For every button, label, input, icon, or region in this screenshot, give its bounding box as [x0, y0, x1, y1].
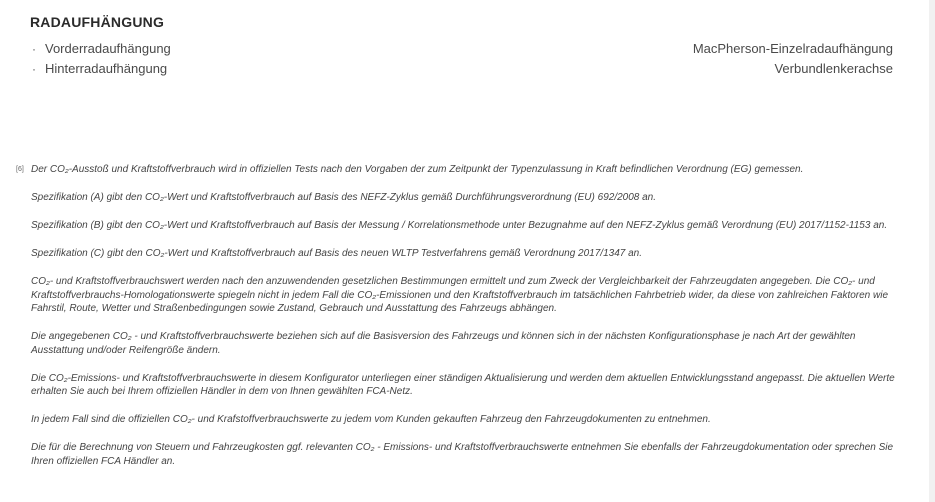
footnote-paragraph: Spezifikation (A) gibt den CO₂-Wert und Kraftstoffverbrauch auf Basis des NEFZ-Zyklus gemäß Durchführungsverordnung (EU) 692/2008 an.	[31, 192, 657, 203]
footnote-paragraph: Die angegebenen CO₂ - und Kraftstoffverbrauchswerte beziehen sich auf die Basisversion des Fahrzeugs und können sich in der nächsten Konfigurationsphase je nach Art der gewählten Ausstattung und/oder Reifengröße ändern.	[31, 331, 856, 356]
footnote-paragraph: Spezifikation (B) gibt den CO₂-Wert und Kraftstoffverbrauch auf Basis der Messung / Korrelationsmethode unter Bezugnahme auf den NEFZ-Zyklus gemäß Verordnung (EU) 2017/1152-1153 an.	[31, 220, 888, 231]
bullet-icon: ·	[32, 62, 36, 76]
footnote-paragraph: In jedem Fall sind die offiziellen CO₂- und Krafstoffverbrauchswerte zu jedem vom Kunden gekauften Fahrzeug den Fahrzeugdokumenten zu entnehmen.	[31, 414, 711, 425]
spec-label: Vorderradaufhängung	[45, 41, 171, 56]
footnote	[16, 163, 896, 483]
suspension-section	[30, 13, 893, 79]
spec-row-front-suspension	[30, 39, 893, 59]
section-title: RADAUFHÄNGUNG	[30, 14, 165, 30]
footnote-paragraph: Die CO₂-Emissions- und Kraftstoffverbrauchswerte in diesem Konfigurator unterliegen einer ständigen Aktualisierung und werden dem aktuellen Entwicklungsstand angepasst. Die aktuellen Werte erhalten Sie auch bei Ihrem offiziellen Händler in dem von Ihnen gewählten FCA-Netz.	[31, 372, 895, 397]
bullet-icon: ·	[32, 42, 36, 56]
spec-row-rear-suspension	[30, 59, 893, 79]
footnote-paragraph: Die für die Berechnung von Steuern und Fahrzeugkosten ggf. relevanten CO₂ - Emissions- und Kraftstoffverbrauchswerte entnehmen Sie ebenfalls der Fahrzeugdokumentation oder sprechen Sie Ihren offiziellen FCA Händler an.	[31, 442, 894, 467]
spec-value: Verbundlenkerachse	[774, 61, 893, 76]
footnote-paragraph: Der CO₂-Ausstoß und Kraftstoffverbrauch wird in offiziellen Tests nach den Vorgaben der zum Zeitpunkt der Typenzulassung in Kraft befindlichen Verordnung (EG) gemessen.	[31, 164, 804, 175]
spec-list	[30, 39, 893, 79]
footnote-paragraph: Spezifikation (C) gibt den CO₂-Wert und Kraftstoffverbrauch auf Basis des neuen WLTP Testverfahrens gemäß Verordnung 2017/1347 an.	[31, 248, 642, 259]
spec-label: Hinterradaufhängung	[45, 61, 168, 76]
footnote-marker: [6]	[16, 166, 24, 173]
footnote-paragraph: CO₂- und Kraftstoffverbrauchswert werden nach den anzuwendenden gesetzlichen Bestimmungen ermittelt und zum Zweck der Vergleichbarkeit der Fahrzeugdaten angegeben. Die CO₂- und Kraftstoffverbrauchs-Homologationswerte spiegeln nicht in jedem Fall die CO₂-Emissionen und den Kraftstoffverbrauch im tatsächlichen Fahrbetrieb wider, da diese von zahlreichen Faktoren wie Fahrstil, Route, Wetter und Straßenbedingungen sowie Zustand, Gebrauch und Ausstattung des Fahrzeugs abhängen.	[31, 276, 889, 314]
spec-value: MacPherson-Einzelradaufhängung	[692, 41, 893, 56]
footnote-body	[31, 163, 896, 468]
scrollbar[interactable]	[929, 0, 935, 502]
